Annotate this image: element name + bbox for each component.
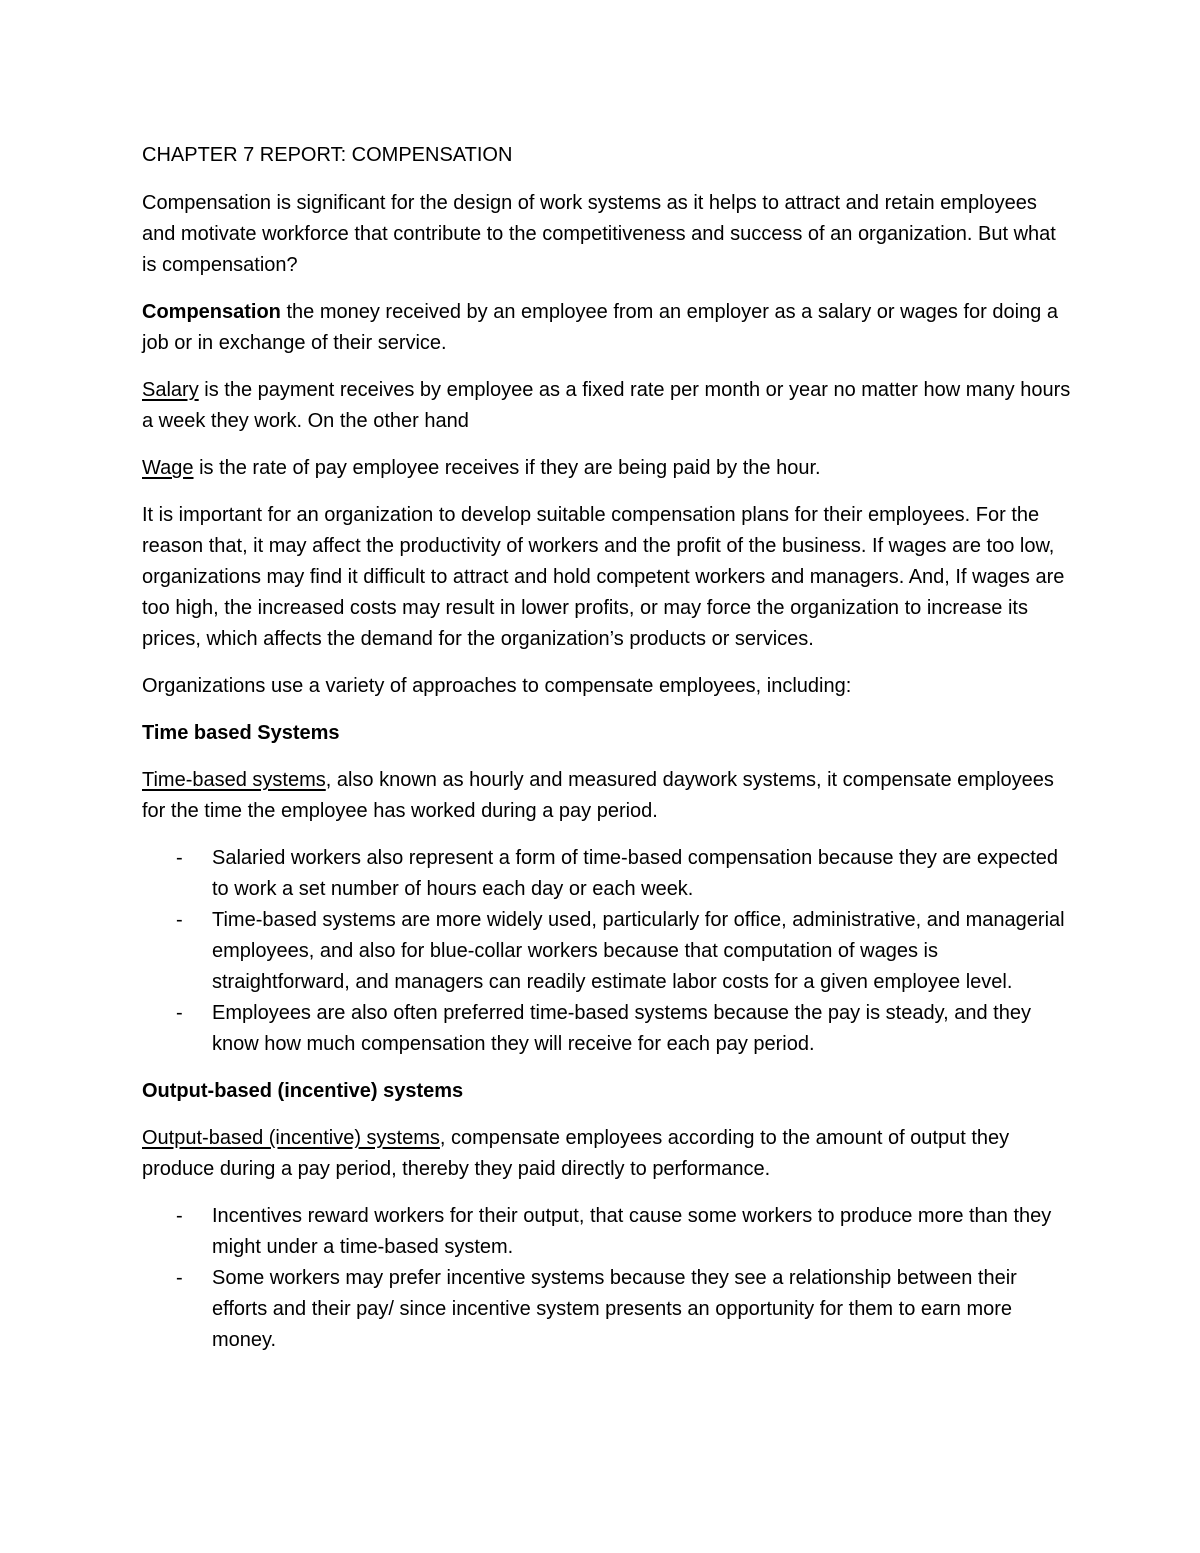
salary-definition [142,375,1072,437]
intro-paragraph: Compensation is significant for the design of work systems as it helps to attract and retain employees and motivate workforce that contribute to the competitiveness and success of an organization. But what is compensation? [142,192,1056,276]
time-based-heading: Time based Systems [142,722,340,744]
bullet-dash: - [176,1205,183,1227]
output-based-definition-text: , compensate employees according to the amount of output they produce during a pay period, thereby they paid directly to performance. [142,1127,1010,1180]
time-based-definition [142,765,1072,827]
bullet-dash: - [176,847,183,869]
time-based-term: Time-based systems [142,769,326,791]
importance-paragraph: It is important for an organization to develop suitable compensation plans for their employees. For the reason that, it may affect the productivity of workers and the profit of the business. If wages are too low, organizations may find it difficult to attract and hold competent workers and managers. And, If wages are too high, the increased costs may result in lower profits, or may force the organization to increase its prices, which affects the demand for the organization’s products or services. [142,504,1065,650]
wage-definition-text: is the rate of pay employee receives if they are being paid by the hour. [193,457,821,479]
approaches-intro: Organizations use a variety of approaches to compensate employees, including: [142,675,852,697]
bullet-text: Incentives reward workers for their output, that cause some workers to produce more than they might under a time-based system. [212,1205,1052,1258]
wage-term: Wage [142,457,194,479]
compensation-definition-text: the money received by an employee from an employer as a salary or wages for doing a job or in exchange of their service. [142,301,1058,354]
output-based-term: Output-based (incentive) systems [142,1127,440,1149]
list-item [142,1201,1072,1263]
document-page [142,140,1072,1372]
document-title: CHAPTER 7 REPORT: COMPENSATION [142,144,513,166]
output-based-definition [142,1123,1072,1185]
output-based-bullet-list [142,1201,1072,1356]
list-item [142,905,1072,998]
list-item [142,843,1072,905]
bullet-dash: - [176,1267,183,1289]
list-item [142,998,1072,1060]
bullet-text: Salaried workers also represent a form of time-based compensation because they are expected to work a set number of hours each day or each week. [212,847,1059,900]
salary-term: Salary [142,379,199,401]
bullet-text: Time-based systems are more widely used, particularly for office, administrative, and managerial employees, and also for blue-collar workers because that computation of wages is straightforward, and managers can readily estimate labor costs for a given employee level. [212,909,1065,993]
time-based-bullet-list [142,843,1072,1060]
bullet-text: Employees are also often preferred time-based systems because the pay is steady, and they know how much compensation they will receive for each pay period. [212,1002,1031,1055]
compensation-term: Compensation [142,301,281,323]
time-based-definition-text: , also known as hourly and measured daywork systems, it compensate employees for the time the employee has worked during a pay period. [142,769,1054,822]
wage-definition [142,453,1072,484]
bullet-dash: - [176,909,183,931]
bullet-dash: - [176,1002,183,1024]
compensation-definition [142,297,1072,359]
list-item [142,1263,1072,1356]
output-based-heading: Output-based (incentive) systems [142,1080,464,1102]
salary-definition-text: is the payment receives by employee as a fixed rate per month or year no matter how many hours a week they work. On the other hand [142,379,1071,432]
bullet-text: Some workers may prefer incentive systems because they see a relationship between their efforts and their pay/ since incentive system presents an opportunity for them to earn more money. [212,1267,1017,1351]
